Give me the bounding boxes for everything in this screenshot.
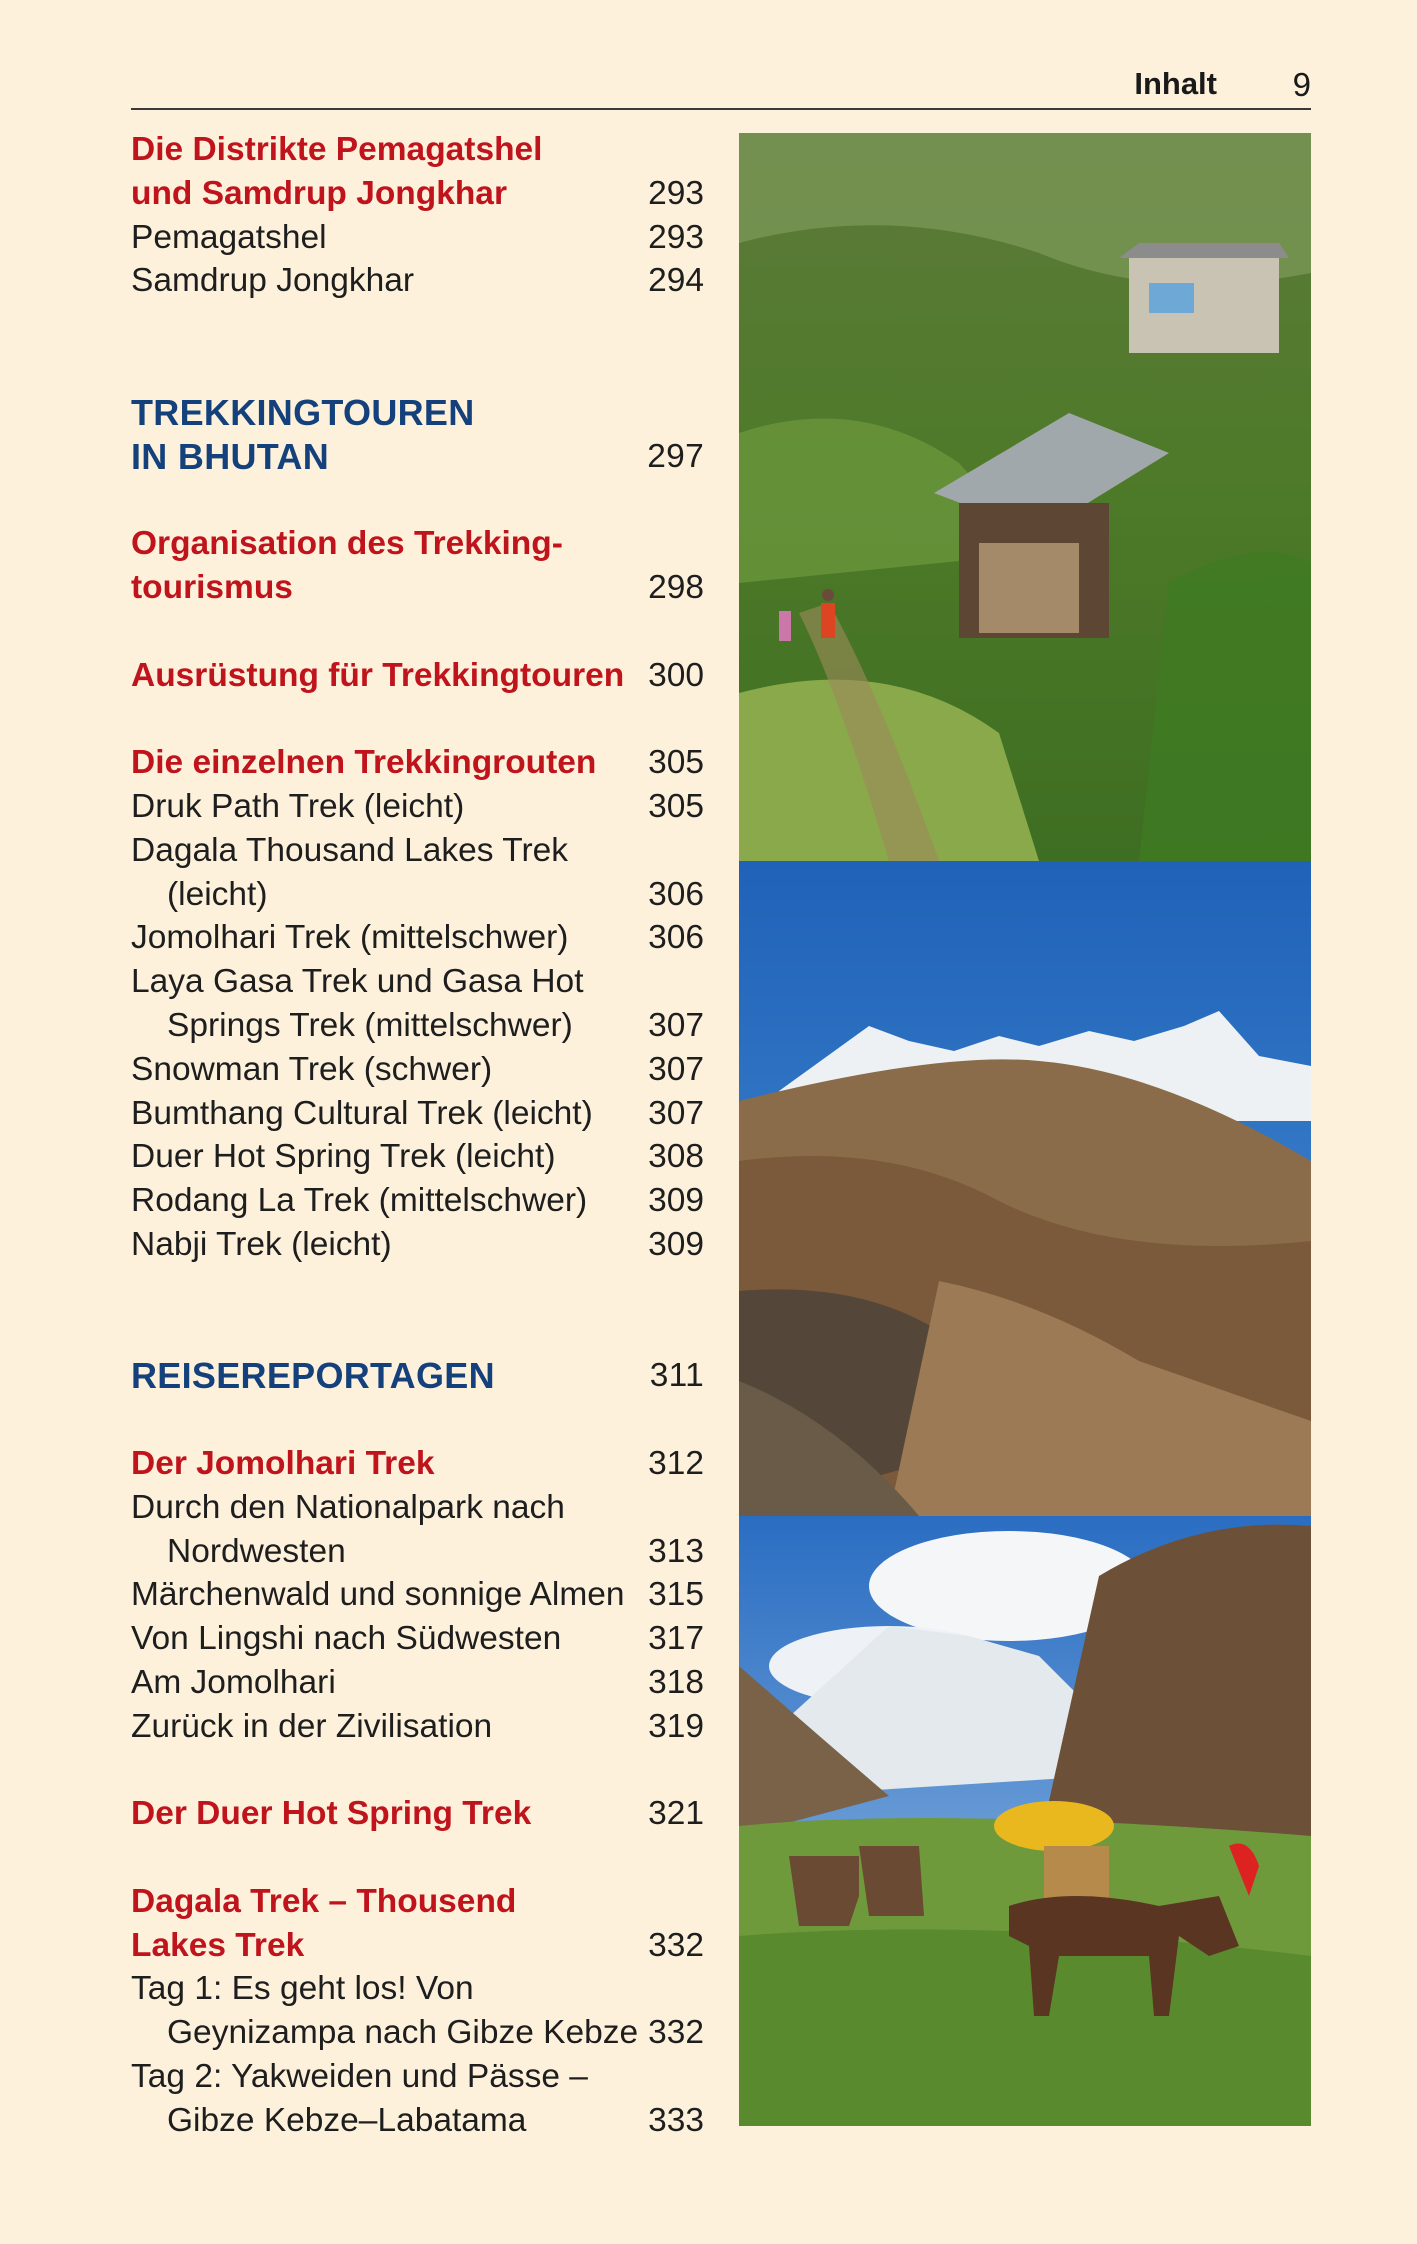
- header-section-title: Inhalt: [1134, 66, 1217, 101]
- toc-entry-text: Nordwesten: [167, 1532, 346, 1570]
- toc-page-number: 300: [648, 656, 704, 694]
- toc-entry-text: Gibze Kebze–Labatama: [167, 2101, 527, 2139]
- toc-entry-text: Rodang La Trek (mittelschwer): [131, 1182, 588, 1220]
- toc-page-number: 333: [648, 2101, 704, 2139]
- photo-mountain-valley: [739, 861, 1311, 1516]
- toc-section[interactable]: [131, 1880, 704, 1968]
- toc-section[interactable]: [131, 741, 704, 785]
- toc-entry-text: Druk Path Trek (leicht): [131, 787, 465, 825]
- toc-item[interactable]: [131, 259, 704, 303]
- toc-entry-text: Zurück in der Zivilisation: [131, 1707, 493, 1745]
- toc-spacer: [131, 478, 704, 522]
- toc-entry-text: Duer Hot Spring Trek (leicht): [131, 1138, 556, 1176]
- toc-item[interactable]: [131, 216, 704, 260]
- toc-page-number: 305: [648, 787, 704, 825]
- toc-page-number: 306: [648, 875, 704, 913]
- toc-entry-text: und Samdrup Jongkhar: [131, 174, 507, 212]
- toc-spacer: [131, 1836, 704, 1880]
- toc-page-number: 307: [648, 1094, 704, 1132]
- toc-item[interactable]: [131, 960, 704, 1048]
- page-number: 9: [1292, 66, 1311, 103]
- toc-page-number: 312: [648, 1444, 704, 1482]
- toc-entry-text: Samdrup Jongkhar: [131, 262, 415, 300]
- toc-page-number: 332: [648, 1926, 704, 1964]
- toc-entry-text: Dagala Trek – Thousend: [131, 1882, 517, 1920]
- toc-page-number: 309: [648, 1182, 704, 1220]
- toc-item[interactable]: [131, 829, 704, 917]
- toc-page-number: 309: [648, 1225, 704, 1263]
- toc-entry-text: Laya Gasa Trek und Gasa Hot: [131, 963, 584, 1001]
- toc-entry-text: TREKKINGTOUREN: [131, 391, 475, 433]
- toc-page-number: 311: [649, 1357, 704, 1395]
- toc-page-number: 315: [648, 1576, 704, 1614]
- toc-page-number: 294: [648, 262, 704, 300]
- toc-page-number: 313: [648, 1532, 704, 1570]
- toc-entry-text: Snowman Trek (schwer): [131, 1050, 493, 1088]
- toc-page-number: 307: [648, 1006, 704, 1044]
- toc-item[interactable]: [131, 1048, 704, 1092]
- toc-page-number: 321: [648, 1795, 704, 1833]
- toc-section[interactable]: [131, 522, 704, 610]
- toc-entry-text: Ausrüstung für Trekkingtouren: [131, 656, 625, 694]
- toc-section[interactable]: [131, 1792, 704, 1836]
- toc-page-number: 293: [648, 218, 704, 256]
- toc-entry-text: Durch den Nationalpark nach: [131, 1488, 565, 1526]
- toc-page-number: 306: [648, 919, 704, 957]
- toc-item[interactable]: [131, 1617, 704, 1661]
- toc-page-number: 298: [648, 568, 704, 606]
- toc-section[interactable]: [131, 1442, 704, 1486]
- toc-item[interactable]: [131, 1705, 704, 1749]
- toc-entry-text: Die einzelnen Trekkingrouten: [131, 744, 597, 782]
- toc-item[interactable]: [131, 1967, 704, 2055]
- toc-item[interactable]: [131, 2055, 704, 2143]
- toc-entry-text: Nabji Trek (leicht): [131, 1225, 392, 1263]
- toc-entry-text: tourismus: [131, 568, 293, 606]
- toc-entry-text: Von Lingshi nach Südwesten: [131, 1620, 562, 1658]
- toc-item[interactable]: [131, 1573, 704, 1617]
- toc-spacer: [131, 1398, 704, 1442]
- toc-item[interactable]: [131, 1135, 704, 1179]
- toc-entry-text: Pemagatshel: [131, 218, 327, 256]
- toc-item[interactable]: [131, 1179, 704, 1223]
- toc-page-number: 308: [648, 1138, 704, 1176]
- photo-mountain-village: [739, 133, 1311, 861]
- toc-entry-text: Der Duer Hot Spring Trek: [131, 1795, 532, 1833]
- toc-page-number: 317: [648, 1620, 704, 1658]
- toc-entry-text: Geynizampa nach Gibze Kebze: [167, 2014, 639, 2052]
- photo-column: [739, 133, 1311, 2126]
- toc-entry-text: REISEREPORTAGEN: [131, 1355, 495, 1397]
- toc-entry-text: Am Jomolhari: [131, 1663, 336, 1701]
- toc-entry-text: Springs Trek (mittelschwer): [167, 1006, 573, 1044]
- toc-entry-text: Der Jomolhari Trek: [131, 1444, 435, 1482]
- toc-item[interactable]: [131, 1092, 704, 1136]
- toc-entry-text: Die Distrikte Pemagatshel: [131, 131, 543, 168]
- toc-item[interactable]: [131, 785, 704, 829]
- toc-entry-text: Tag 1: Es geht los! Von: [131, 1970, 474, 2008]
- toc-page-number: 293: [648, 174, 704, 212]
- toc-entry-text: Tag 2: Yakweiden und Pässe –: [131, 2058, 588, 2096]
- toc-page-number: 319: [648, 1707, 704, 1745]
- toc-page-number: 305: [648, 744, 704, 782]
- photo-pack-horses: [739, 1516, 1311, 2126]
- toc-entry-text: (leicht): [167, 875, 268, 913]
- running-header: [131, 64, 1311, 110]
- toc-page-number: 297: [647, 437, 704, 475]
- toc-spacer: [131, 303, 704, 391]
- toc-item[interactable]: [131, 1661, 704, 1705]
- toc-spacer: [131, 697, 704, 741]
- toc-entry-text: Organisation des Trekking-: [131, 525, 563, 563]
- toc-page-number: 307: [648, 1050, 704, 1088]
- toc-item[interactable]: [131, 1223, 704, 1267]
- toc-section[interactable]: [131, 128, 704, 216]
- toc-entry-text: Lakes Trek: [131, 1926, 305, 1964]
- toc-entry-text: IN BHUTAN: [131, 435, 330, 477]
- toc-entry-text: Jomolhari Trek (mittelschwer): [131, 919, 569, 957]
- table-of-contents: [131, 128, 704, 2143]
- toc-item[interactable]: [131, 1486, 704, 1574]
- toc-chapter[interactable]: [131, 1354, 704, 1398]
- toc-entry-text: Dagala Thousand Lakes Trek: [131, 831, 569, 869]
- toc-spacer: [131, 1748, 704, 1792]
- toc-entry-text: Märchenwald und sonnige Almen: [131, 1576, 625, 1614]
- toc-chapter[interactable]: [131, 391, 704, 479]
- toc-page-number: 318: [648, 1663, 704, 1701]
- toc-spacer: [131, 1267, 704, 1355]
- toc-item[interactable]: [131, 916, 704, 960]
- toc-entry-text: Bumthang Cultural Trek (leicht): [131, 1094, 593, 1132]
- toc-page-number: 332: [648, 2014, 704, 2052]
- toc-spacer: [131, 610, 704, 654]
- toc-section[interactable]: [131, 654, 704, 698]
